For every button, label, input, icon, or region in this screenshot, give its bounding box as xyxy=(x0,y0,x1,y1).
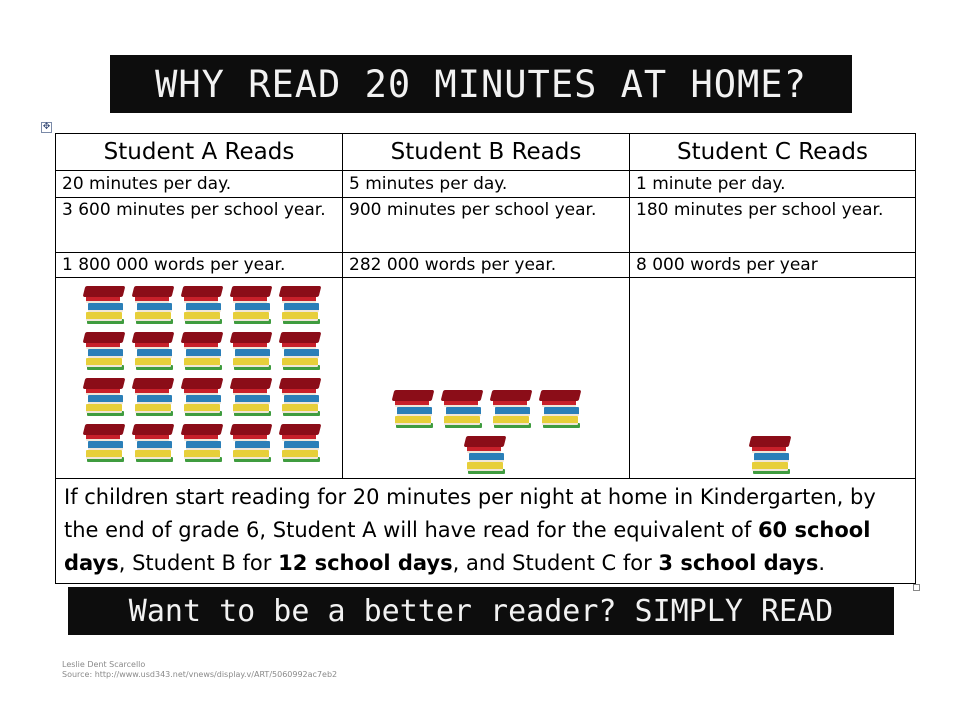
book-stack-icon xyxy=(750,436,792,474)
summary-row xyxy=(56,479,916,584)
title-banner xyxy=(110,55,852,113)
book-stack-icon xyxy=(231,286,273,324)
student-b-extra-book-stack xyxy=(465,436,507,474)
minutes-per-year-row xyxy=(56,198,916,253)
student-b-minutes-per-year: 900 minutes per school year. xyxy=(343,198,630,253)
summary-text xyxy=(56,479,916,584)
student-b-school-days: 12 school days xyxy=(278,551,453,575)
student-c-school-days: 3 school days xyxy=(658,551,819,575)
book-stack-icon xyxy=(231,332,273,370)
book-stack-icon xyxy=(442,390,484,428)
student-a-words-per-year: 1 800 000 words per year. xyxy=(56,253,343,278)
student-b-minutes-per-day: 5 minutes per day. xyxy=(343,171,630,198)
book-stack-icon xyxy=(280,286,322,324)
book-stack-icon xyxy=(133,378,175,416)
student-c-minutes-per-day: 1 minute per day. xyxy=(630,171,916,198)
summary-part-1: If children start reading for 20 minutes per night at home in Kindergarten, by the end of grade 6, Student A will have read for the equivalent of xyxy=(64,485,876,542)
header-row xyxy=(56,134,916,171)
credit-block xyxy=(62,660,337,680)
student-a-book-stacks xyxy=(84,286,320,462)
summary-part-2: , Student B for xyxy=(118,551,279,575)
table-resize-handle[interactable] xyxy=(913,584,920,591)
book-stack-icon xyxy=(133,332,175,370)
student-b-book-stacks xyxy=(393,390,582,428)
student-a-minutes-per-day: 20 minutes per day. xyxy=(56,171,343,198)
words-per-year-row xyxy=(56,253,916,278)
book-stack-icon xyxy=(133,286,175,324)
table-move-handle-icon[interactable]: ✥ xyxy=(42,122,51,132)
header-student-c: Student C Reads xyxy=(630,134,916,171)
minutes-per-day-row xyxy=(56,171,916,198)
student-c-book-stacks xyxy=(750,436,792,474)
summary-part-4: . xyxy=(818,551,826,575)
book-stack-icon xyxy=(182,424,224,462)
book-stack-icon xyxy=(280,424,322,462)
summary-part-3: , and Student C for xyxy=(452,551,659,575)
student-b-books-cell xyxy=(343,278,630,479)
student-c-books-cell xyxy=(630,278,916,479)
header-student-b: Student B Reads xyxy=(343,134,630,171)
student-c-minutes-per-year: 180 minutes per school year. xyxy=(630,198,916,253)
book-stack-icon xyxy=(491,390,533,428)
student-a-books-cell xyxy=(56,278,343,479)
book-stack-icon xyxy=(540,390,582,428)
book-stack-icon xyxy=(280,378,322,416)
credit-author: Leslie Dent Scarcello xyxy=(62,660,146,669)
tagline-banner xyxy=(68,587,894,635)
book-stacks-row xyxy=(56,278,916,479)
book-stack-icon xyxy=(84,424,126,462)
header-student-a: Student A Reads xyxy=(56,134,343,171)
book-stack-icon xyxy=(133,424,175,462)
book-stack-icon xyxy=(182,286,224,324)
credit-source: Source: http://www.usd343.net/vnews/display.v/ART/5060992ac7eb2 xyxy=(62,670,338,679)
student-b-words-per-year: 282 000 words per year. xyxy=(343,253,630,278)
book-stack-icon xyxy=(84,378,126,416)
book-stack-icon xyxy=(393,390,435,428)
tagline-text: Want to be a better reader? SIMPLY READ xyxy=(128,593,834,629)
book-stack-icon xyxy=(280,332,322,370)
book-stack-icon xyxy=(465,436,507,474)
reading-comparison-table xyxy=(55,133,916,584)
page-title: WHY READ 20 MINUTES AT HOME? xyxy=(155,62,807,106)
book-stack-icon xyxy=(84,286,126,324)
book-stack-icon xyxy=(182,332,224,370)
book-stack-icon xyxy=(231,424,273,462)
book-stack-icon xyxy=(231,378,273,416)
student-c-words-per-year: 8 000 words per year xyxy=(630,253,916,278)
book-stack-icon xyxy=(182,378,224,416)
book-stack-icon xyxy=(84,332,126,370)
student-a-minutes-per-year: 3 600 minutes per school year. xyxy=(56,198,343,253)
student-a-school-days: 60 school days xyxy=(64,518,871,575)
